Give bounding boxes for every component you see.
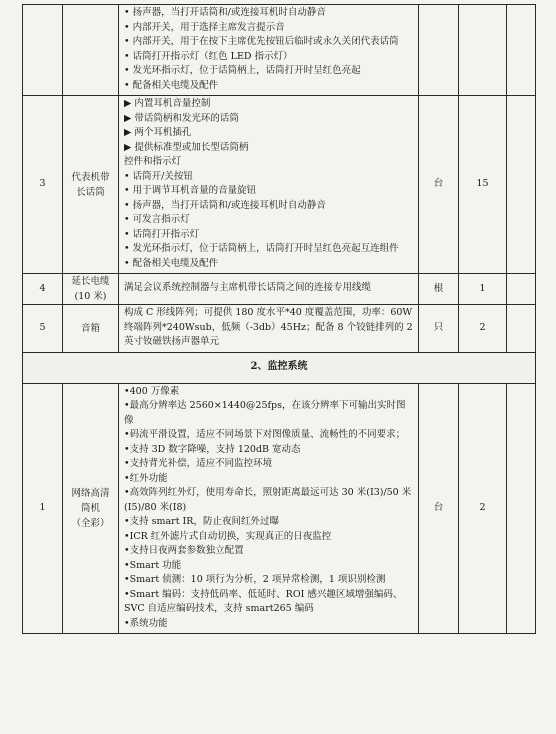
table-row [23,274,536,305]
spec-line: •ICR 红外滤片式自动切换，实现真正的日夜监控 [124,530,332,542]
qty-cell: 15 [459,96,507,274]
qty-cell [459,5,507,96]
spec-line: • 发光环指示灯，位于话筒柄上，话筒打开时呈红色亮起互连组件 [124,243,399,254]
name-cell [63,274,119,305]
spec-line: • 内部开关，用于在按下主席优先按钮后临时或永久关闭代表话筒 [124,36,399,47]
spec-line: • 话筒打开指示灯（红色 LED 指示灯） [124,50,293,62]
extra-cell [507,96,536,274]
name-cell [63,5,119,96]
spec-line: 控件和指示灯 [124,156,182,167]
spec-line: •Smart 功能 [124,559,182,571]
spec-line: • 话筒开/关按钮 [124,170,193,182]
unit-cell: 台 [419,383,459,634]
unit-cell: 只 [419,305,459,353]
name-line: 延长电缆 [71,276,110,287]
extra-cell [507,305,536,353]
section-header-row [23,352,536,383]
spec-line: • 扬声器，当打开话筒和/或连接耳机时自动静音 [124,199,326,211]
name-line: 网络高清 [71,487,110,499]
name-line: 代表机带 [71,171,110,183]
name-line: 筒机 [80,502,100,514]
spec-line: •码流平滑设置，适应不同场景下对图像质量、流畅性的不同要求； [124,429,406,440]
extra-cell [507,383,536,634]
no-cell: 1 [23,383,63,634]
table-row [23,383,536,634]
name-line: (10 米) [74,291,107,302]
spec-cell [119,274,419,305]
spec-line: •支持日夜两套参数独立配置 [124,545,244,556]
spec-line: •红外功能 [124,472,168,484]
spec-line: • 内部开关，用于选择主席发言提示音 [124,21,285,33]
name-cell [63,305,119,353]
name-cell [63,383,119,634]
spec-cell [119,305,419,353]
spec-line: • 话筒打开指示灯 [124,228,200,240]
spec-line: • 扬声器，当打开话筒和/或连接耳机时自动静音 [124,7,326,18]
qty-cell: 2 [459,383,507,634]
spec-line: • 可发言指示灯 [124,214,190,225]
no-cell [23,5,63,96]
spec-line: ▶ 内置耳机音量控制 [124,98,211,109]
name-line: 长话筒 [76,186,105,198]
spec-cell [119,96,419,274]
table-row [23,96,536,274]
spec-line: ▶ 提供标准型或加长型话筒柄 [124,141,249,153]
spec-line: • 配备相关电缆及配件 [124,257,219,269]
unit-cell: 台 [419,96,459,274]
spec-line: 构成 C 形线阵列；可提供 180 度水平*40 度覆盖范围，功率：60W 终端阵列*240Wsub，低频（-3db）45Hz；配备 8 个铰链排列的 2 英寸钕磁铁扬声器单元 [124,307,413,347]
qty-cell: 1 [459,274,507,305]
unit-cell: 根 [419,274,459,305]
spec-line: •高效阵列红外灯，使用寿命长，照射距离最远可达 30 米(I3)/50 米(I5)/80 米(I8) [124,487,412,513]
spec-line: •系统功能 [124,617,168,629]
section-title: 2、监控系统 [23,352,536,383]
name-line: 音箱 [80,322,100,334]
extra-cell [507,274,536,305]
table-row [23,305,536,353]
spec-line: •支持背光补偿，适应不同监控环境 [124,458,273,469]
table-row [23,5,536,96]
spec-line: • 配备相关电缆及配件 [124,79,219,91]
unit-cell [419,5,459,96]
spec-cell [119,5,419,96]
name-cell [63,96,119,274]
spec-line: 满足会议系统控制器与主席机带长话筒之间的连接专用线缆 [124,282,372,294]
spec-line: •最高分辨率达 2560×1440@25fps，在该分辨率下可输出实时图像 [124,400,406,426]
no-cell: 3 [23,96,63,274]
spec-line: •支持 3D 数字降噪，支持 120dB 宽动态 [124,443,301,455]
no-cell: 4 [23,274,63,305]
spec-line: •支持 smart IR，防止夜间红外过曝 [124,516,279,527]
qty-cell: 2 [459,305,507,353]
spec-line: • 发光环指示灯，位于话筒柄上，话筒打开时呈红色亮起 [124,65,361,76]
spec-line: •Smart 侦测：10 项行为分析，2 项异常检测，1 项识别检测 [124,574,386,585]
spec-line: • 用于调节耳机音量的音量旋钮 [124,185,257,196]
spec-line: ▶ 带话筒柄和发光环的话筒 [124,112,239,124]
spec-line: •Smart 编码：支持低码率、低延时、ROI 感兴趣区域增强编码、SVC 自适应编码技术，支持 smart265 编码 [124,588,403,614]
no-cell: 5 [23,305,63,353]
name-line: （全彩） [71,517,110,529]
spec-line: •400 万像素 [124,385,180,397]
spec-cell [119,383,419,634]
spec-table [22,4,536,634]
spec-line: ▶ 两个耳机插孔 [124,127,192,138]
extra-cell [507,5,536,96]
